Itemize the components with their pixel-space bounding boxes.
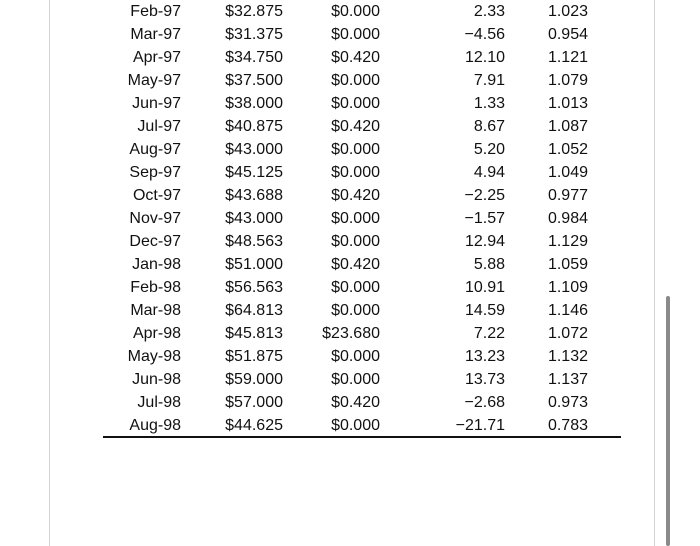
dividend-cell: $0.000 (331, 141, 380, 158)
return-cell: 1.33 (473, 95, 505, 112)
dividend-cell: $0.420 (331, 49, 380, 66)
date-cell: Sep-97 (129, 164, 181, 181)
price-cell: $44.625 (225, 417, 283, 434)
scrollbar-thumb[interactable] (666, 296, 670, 546)
date-cell: Jan-98 (132, 256, 181, 273)
factor-cell: 0.973 (547, 394, 588, 411)
date-cell: Nov-97 (129, 210, 181, 227)
factor-cell: 0.984 (547, 210, 588, 227)
return-cell: 12.94 (464, 233, 505, 250)
return-cell: 8.67 (473, 118, 505, 135)
table-row (103, 368, 621, 391)
page-left-border (49, 0, 50, 546)
return-cell: −2.68 (464, 394, 505, 411)
table-row (103, 345, 621, 368)
dividend-cell: $0.000 (331, 164, 380, 181)
table-row (103, 92, 621, 115)
date-cell: Feb-97 (130, 3, 181, 20)
dividend-cell: $0.420 (331, 256, 380, 273)
factor-cell: 1.059 (547, 256, 588, 273)
price-cell: $51.875 (225, 348, 283, 365)
price-cell: $45.125 (225, 164, 283, 181)
table-row (103, 69, 621, 92)
dividend-cell: $0.420 (331, 187, 380, 204)
price-cell: $34.750 (225, 49, 283, 66)
factor-cell: 0.977 (547, 187, 588, 204)
factor-cell: 1.137 (547, 371, 588, 388)
return-cell: 10.91 (464, 279, 505, 296)
return-cell: 5.20 (473, 141, 505, 158)
dividend-cell: $0.000 (331, 302, 380, 319)
return-cell: 7.22 (473, 325, 505, 342)
price-cell: $45.813 (225, 325, 283, 342)
table-row (103, 230, 621, 253)
dividend-cell: $0.000 (331, 233, 380, 250)
return-cell: 12.10 (464, 49, 505, 66)
table-row (103, 0, 621, 23)
return-cell: 4.94 (473, 164, 505, 181)
date-cell: Dec-97 (129, 233, 181, 250)
return-cell: 13.23 (464, 348, 505, 365)
dividend-cell: $0.000 (331, 371, 380, 388)
return-cell: 14.59 (464, 302, 505, 319)
return-cell: −21.71 (455, 417, 505, 434)
dividend-cell: $0.420 (331, 394, 380, 411)
table-row (103, 299, 621, 322)
date-cell: Aug-97 (129, 141, 181, 158)
factor-cell: 1.049 (547, 164, 588, 181)
price-cell: $64.813 (225, 302, 283, 319)
date-cell: Mar-97 (130, 26, 181, 43)
table-row (103, 414, 621, 437)
price-cell: $56.563 (225, 279, 283, 296)
factor-cell: 1.023 (547, 3, 588, 20)
dividend-cell: $0.000 (331, 3, 380, 20)
dividend-cell: $0.000 (331, 210, 380, 227)
table-row (103, 276, 621, 299)
price-cell: $37.500 (225, 72, 283, 89)
return-cell: −1.57 (464, 210, 505, 227)
date-cell: May-97 (127, 72, 181, 89)
price-cell: $31.375 (225, 26, 283, 43)
factor-cell: 1.079 (547, 72, 588, 89)
dividend-cell: $0.000 (331, 26, 380, 43)
price-cell: $38.000 (225, 95, 283, 112)
price-cell: $43.000 (225, 210, 283, 227)
return-cell: −2.25 (464, 187, 505, 204)
return-cell: 7.91 (473, 72, 505, 89)
dividend-cell: $23.680 (322, 325, 380, 342)
date-cell: Oct-97 (132, 187, 181, 204)
table-row (103, 322, 621, 345)
price-cell: $43.688 (225, 187, 283, 204)
date-cell: Feb-98 (130, 279, 181, 296)
table-row (103, 46, 621, 69)
dividend-cell: $0.000 (331, 417, 380, 434)
factor-cell: 0.783 (547, 417, 588, 434)
factor-cell: 1.109 (547, 279, 588, 296)
factor-cell: 1.146 (547, 302, 588, 319)
factor-cell: 1.129 (547, 233, 588, 250)
date-cell: Jun-98 (132, 371, 181, 388)
page-right-border (654, 0, 655, 546)
factor-cell: 1.072 (547, 325, 588, 342)
date-cell: Apr-97 (132, 49, 181, 66)
return-cell: −4.56 (464, 26, 505, 43)
date-cell: Jul-97 (137, 118, 181, 135)
return-cell: 5.88 (473, 256, 505, 273)
price-cell: $32.875 (225, 3, 283, 20)
price-cell: $48.563 (225, 233, 283, 250)
table-row (103, 115, 621, 138)
table-row (103, 184, 621, 207)
return-cell: 2.33 (473, 3, 505, 20)
factor-cell: 1.132 (547, 348, 588, 365)
dividend-cell: $0.420 (331, 118, 380, 135)
dividend-cell: $0.000 (331, 279, 380, 296)
dividend-cell: $0.000 (331, 72, 380, 89)
stock-returns-table (103, 0, 621, 437)
factor-cell: 1.052 (547, 141, 588, 158)
date-cell: Apr-98 (132, 325, 181, 342)
factor-cell: 1.121 (547, 49, 588, 66)
table-row (103, 391, 621, 414)
factor-cell: 1.013 (547, 95, 588, 112)
date-cell: Jun-97 (132, 95, 181, 112)
table-row (103, 161, 621, 184)
date-cell: Mar-98 (130, 302, 181, 319)
table-bottom-rule (103, 436, 621, 438)
table-row (103, 23, 621, 46)
price-cell: $51.000 (225, 256, 283, 273)
price-cell: $40.875 (225, 118, 283, 135)
date-cell: May-98 (127, 348, 181, 365)
factor-cell: 0.954 (547, 26, 588, 43)
table-row (103, 207, 621, 230)
table-row (103, 138, 621, 161)
price-cell: $57.000 (225, 394, 283, 411)
vertical-scrollbar[interactable] (662, 0, 674, 546)
return-cell: 13.73 (464, 371, 505, 388)
price-cell: $43.000 (225, 141, 283, 158)
factor-cell: 1.087 (547, 118, 588, 135)
dividend-cell: $0.000 (331, 95, 380, 112)
dividend-cell: $0.000 (331, 348, 380, 365)
price-cell: $59.000 (225, 371, 283, 388)
table-row (103, 253, 621, 276)
date-cell: Aug-98 (129, 417, 181, 434)
date-cell: Jul-98 (137, 394, 181, 411)
